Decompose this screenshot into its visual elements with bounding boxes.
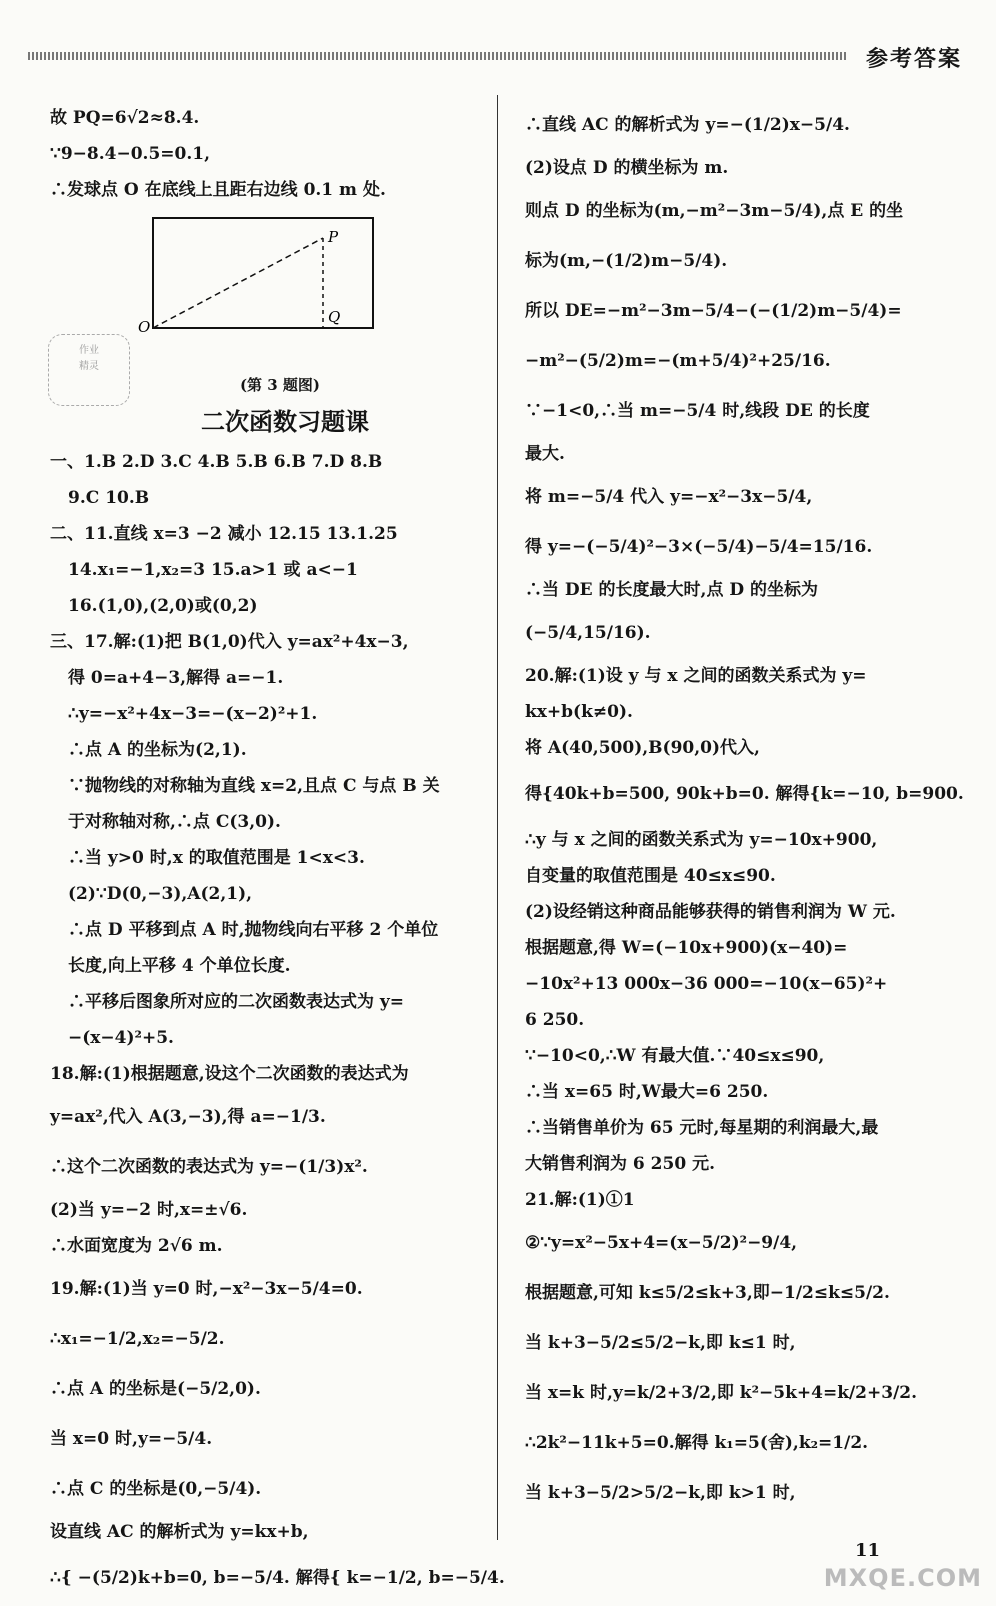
text-line: ∴当 DE 的长度最大时,点 D 的坐标为 [525, 580, 819, 600]
text-line: 一、1.B 2.D 3.C 4.B 5.B 6.B 7.D 8.B [50, 452, 383, 472]
section-title: 二次函数习题课 [201, 408, 369, 436]
text-line: 得 y=−(−5/4)²−3×(−5/4)−5/4=15/16. [525, 537, 873, 557]
text-line: 当 x=k 时,y=k/2+3/2,即 k²−5k+4=k/2+3/2. [525, 1383, 918, 1403]
text-line: ∴x₁=−1/2,x₂=−5/2. [50, 1329, 225, 1349]
text-line: ∴这个二次函数的表达式为 y=−(1/3)x². [50, 1157, 368, 1177]
text-line: 当 x=0 时,y=−5/4. [50, 1429, 213, 1449]
text-line: ∴发球点 O 在底线上且距右边线 0.1 m 处. [50, 180, 386, 200]
text-line: ∴y=−x²+4x−3=−(x−2)²+1. [68, 704, 318, 724]
text-line: 19.解:(1)当 y=0 时,−x²−3x−5/4=0. [50, 1279, 363, 1299]
text-line: 则点 D 的坐标为(m,−m²−3m−5/4),点 E 的坐 [525, 201, 904, 221]
text-line: 长度,向上平移 4 个单位长度. [68, 956, 291, 976]
label-q: Q [328, 308, 341, 326]
text-line: 最大. [525, 444, 565, 464]
text-line: 16.(1,0),(2,0)或(0,2) [68, 596, 258, 616]
text-line: −(x−4)²+5. [68, 1028, 174, 1048]
page-number: 11 [855, 1540, 881, 1561]
text-line: 所以 DE=−m²−3m−5/4−(−(1/2)m−5/4)= [525, 301, 902, 321]
watermark: MXQE.COM [823, 1564, 982, 1592]
text-line: ∴点 A 的坐标是(−5/2,0). [50, 1379, 261, 1399]
text-line: (2)设经销这种商品能够获得的销售利润为 W 元. [525, 902, 896, 922]
text-line: 根据题意,得 W=(−10x+900)(x−40)= [525, 938, 848, 958]
text-line: ∵−10<0,∴W 有最大值.∵40≤x≤90, [525, 1046, 825, 1066]
text-line: ∴直线 AC 的解析式为 y=−(1/2)x−5/4. [525, 115, 850, 135]
text-line: 故 PQ=6√2≈8.4. [50, 108, 200, 128]
stamp-line-2: 精灵 [79, 361, 99, 372]
stamp-line-1: 作业 [79, 345, 99, 356]
text-line: ∴当 y>0 时,x 的取值范围是 1<x<3. [68, 848, 365, 868]
text-line: 将 A(40,500),B(90,0)代入, [525, 738, 760, 758]
text-line: 6 250. [525, 1010, 585, 1030]
text-line: 自变量的取值范围是 40≤x≤90. [525, 866, 776, 886]
label-p: P [328, 228, 339, 246]
text-line: ∴点 A 的坐标为(2,1). [68, 740, 247, 760]
text-line: 二、11.直线 x=3 −2 减小 12.15 13.1.25 [50, 524, 398, 544]
text-line: y=ax²,代入 A(3,−3),得 a=−1/3. [50, 1107, 326, 1127]
text-line: 得 0=a+4−3,解得 a=−1. [68, 668, 284, 688]
text-line: −m²−(5/2)m=−(m+5/4)²+25/16. [525, 351, 831, 371]
text-line: ∴平移后图象所对应的二次函数表达式为 y= [68, 992, 405, 1012]
text-line: 三、17.解:(1)把 B(1,0)代入 y=ax²+4x−3, [50, 632, 409, 652]
court-diagram [50, 208, 480, 370]
text-line: 根据题意,可知 k≤5/2≤k+3,即−1/2≤k≤5/2. [525, 1283, 890, 1303]
text-line: 设直线 AC 的解析式为 y=kx+b, [50, 1522, 309, 1542]
header-rule [28, 52, 848, 60]
text-line: ∴2k²−11k+5=0.解得 k₁=5(舍),k₂=1/2. [525, 1433, 869, 1453]
text-line: 标为(m,−(1/2)m−5/4). [525, 251, 728, 271]
text-line: 9.C 10.B [68, 488, 150, 508]
text-line: 当 k+3−5/2>5/2−k,即 k>1 时, [525, 1483, 796, 1503]
text-line: kx+b(k≠0). [525, 702, 633, 722]
text-line: 将 m=−5/4 代入 y=−x²−3x−5/4, [525, 487, 813, 507]
left-column [50, 100, 505, 1606]
text-line: 14.x₁=−1,x₂=3 15.a>1 或 a<−1 [68, 560, 358, 580]
text-line: ②∵y=x²−5x+4=(x−5/2)²−9/4, [525, 1233, 798, 1253]
text-line: (2)设点 D 的横坐标为 m. [525, 158, 729, 178]
text-line: ∴点 C 的坐标是(0,−5/4). [50, 1479, 262, 1499]
text-line: ∴y 与 x 之间的函数关系式为 y=−10x+900, [525, 830, 878, 850]
text-line: ∵−1<0,∴当 m=−5/4 时,线段 DE 的长度 [525, 401, 870, 421]
text-line: 得{40k+b=500, 90k+b=0. 解得{k=−10, b=900. [525, 784, 964, 804]
figure-3 [50, 208, 480, 370]
text-line: (2)当 y=−2 时,x=±√6. [50, 1200, 248, 1220]
text-line: 于对称轴对称,∴点 C(3,0). [68, 812, 281, 832]
path-op [153, 238, 323, 328]
text-line: ∵9−8.4−0.5=0.1, [50, 144, 211, 164]
label-o: O [138, 318, 151, 336]
text-line: −10x²+13 000x−36 000=−10(x−65)²+ [525, 974, 888, 994]
figure-caption: (第 3 题图) [239, 376, 321, 394]
column-divider [497, 95, 498, 1540]
text-line: ∴当 x=65 时,W最大=6 250. [525, 1082, 769, 1102]
text-line: ∴{ −(5/2)k+b=0, b=−5/4. 解得{ k=−1/2, b=−5/4. [50, 1568, 505, 1588]
text-line: (2)∵D(0,−3),A(2,1), [68, 884, 253, 904]
text-line: 大销售利润为 6 250 元. [525, 1154, 715, 1174]
text-line: 21.解:(1)①1 [525, 1190, 635, 1210]
text-line: 18.解:(1)根据题意,设这个二次函数的表达式为 [50, 1064, 409, 1084]
text-line: ∴点 D 平移到点 A 时,抛物线向右平移 2 个单位 [68, 920, 439, 940]
text-line: (−5/4,15/16). [525, 623, 651, 643]
text-line: ∴当销售单价为 65 元时,每星期的利润最大,最 [525, 1118, 879, 1138]
text-line: 20.解:(1)设 y 与 x 之间的函数关系式为 y= [525, 666, 867, 686]
right-column [525, 100, 965, 1518]
text-line: ∴水面宽度为 2√6 m. [50, 1236, 223, 1256]
text-line: ∵抛物线的对称轴为直线 x=2,且点 C 与点 B 关 [68, 776, 440, 796]
header-title: 参考答案 [865, 47, 962, 72]
text-line: 当 k+3−5/2≤5/2−k,即 k≤1 时, [525, 1333, 796, 1353]
